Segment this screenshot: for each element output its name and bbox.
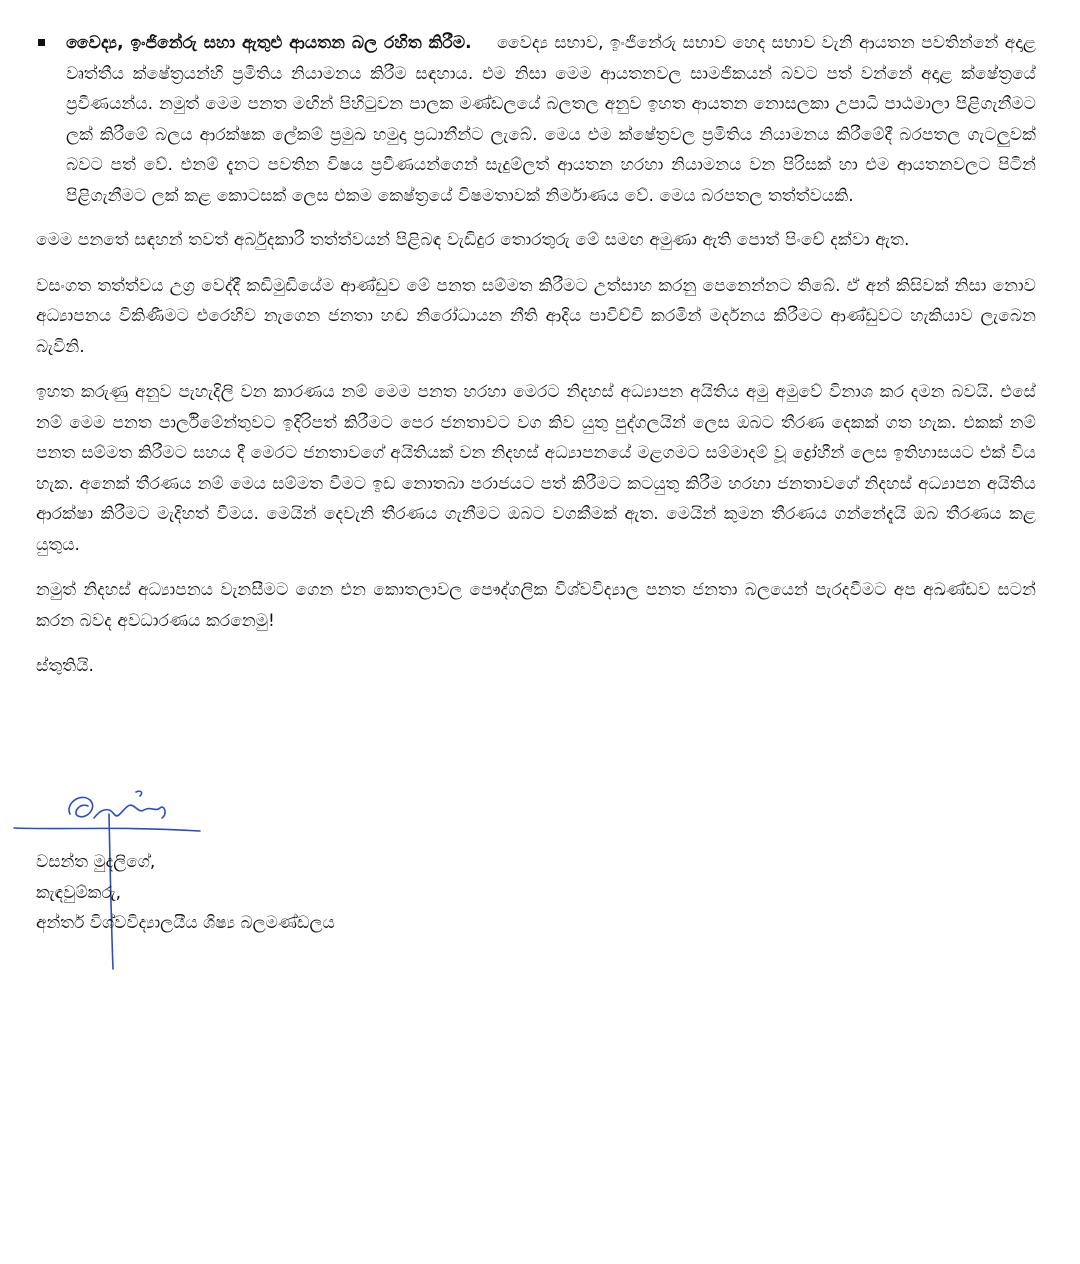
signature-loop-stroke [69,797,93,816]
square-bullet-icon [38,39,45,46]
signature-dot-stroke [136,791,142,796]
closing-thanks: ස්තුතියි. [36,656,94,676]
paragraph-struggle: නමුත් නිදහස් අධ්‍යාපනය වැනසීමට ගෙන එන කොතලාවල පෞද්ගලික විශ්වවිද්‍යාල පනත ජනතා බලයෙන් පැරදවීමට අප අඛණ්ඩව සටන් කරන බවද අවධාරණය කරනෙමු! [36,580,1036,631]
signature-block [36,847,335,939]
paragraph-booklet: මෙම පනතේ සඳහන් තවත් අර්බුදකාරී තත්ත්වයන් පිළිබඳ වැඩිදුර තොරතුරු මේ සමඟ අමුණා ඇති පොත් පිංචේ දක්වා ඇත. [36,230,910,250]
bullet-text: වෛද්‍ය සභාව, ඉංජිනේරු සභාව හෙද සභාව වැනි ආයතන පවතින්නේ අදාළ වෘත්තීය ක්ෂේත්‍රයන්හි ප්‍රමිතිය නියාමනය කිරීම සඳහාය. එම නිසා මෙම ආයතනවල සාමජිකයන් බවට පත් වන්නේ අදාළ ක්ෂේත්‍රයේ ප්‍රවීණයන්ය. නමුත් මෙම පනත මඟින් පිහිටුවන පාලක මණ්ඩලයේ බලතල අනුව ඉහත ආයතන නොසලකා උපාධි පාඨමාලා පිළිගැනීමට ලක් කිරීමේ බලය ආරක්ෂක ලේකම් ප්‍රමුඛ හමුදා ප්‍රධානීන්ට ලැබේ. මෙය එම ක්ෂේත්‍රවල ප්‍රමිතිය නියාමනය කිරීමේදී බරපතල ගැටලුවක් බවට පත් වේ. එනම් දැනට පවතින විෂය ප්‍රවීණයන්ගෙන් සැදුම්ලත් ආයතන හරහා නියාමනය වන පිරිසක් හා එම ආයතනවලට පිටින් පිළිගැනීමට ලක් කළ කොටසක් ලෙස එකම කෙෂ්ත්‍රයේ විෂමතාවක් නිර්මාණය වේ. මෙය බරපතල තත්ත්වයකි. [66,33,1036,206]
letter-body [36,28,1036,682]
bullet-heading: වෛද්‍ය, ඉංජිනේරු සහා ඇතුළු ආයතන බල රහිත කිරීම. [66,33,472,53]
signatory-organization: අන්තර් විශ්වවිද්‍යාලයීය ශිෂ්‍ය බලමණ්ඩලය [36,913,335,933]
signatory-name: වසන්ත මුදලිගේ, [36,852,156,872]
signature-underline-stroke [14,828,200,831]
signature-flourish-stroke [94,805,165,818]
paragraph-decision: ඉහත කරුණු අනුව පැහැදිලි වන කාරණය නම් මෙම පනත හරහා මෙරට නිදහස් අධ්‍යාපන අයිතිය අමු අමුවේ විනාශ කර දමන බවයි. එසේ නම් මෙම පනත පාර්ලිමේන්තුවට ඉදිරිපත් කිරීමට පෙර ජනතාවට වග කිව යුතු පුද්ගලයින් ලෙස ඔබට තීරණ දෙකක් ගත හැක. එකක් නම් පනත සම්මත කිරීමට සහය දී මෙරට ජනතාවගේ අයිතියක් වන නිදහස් අධ්‍යාපනයේ මළගමට සම්මාදම් වූ ද්‍රෝහීන් ලෙස ඉතිහාසයට එක් විය හැක. අනෙක් තීරණය නම් මෙය සම්මත වීමට ඉඩ නොතබා පරාජයට පත් කිරීමට කටයුතු කිරීම හරහා ජනතාවගේ නිදහස් අධ්‍යාපන අයිතිය ආරක්ෂා කිරීමට මැදිහත් වීමය. මෙයින් දෙවැනි තීරණය ගැනීමට ඔබට වගකීමක් ඇත. මෙයින් කුමන තීරණය ගන්නේදැයි ඔබ තීරණය කළ යුතුය. [36,382,1036,555]
bullet-item [36,28,1036,211]
signatory-role: කැඳවුම්කරු, [36,882,122,903]
paragraph-pandemic: වසංගත තත්ත්වය උග්‍ර වෙද්දී කඩිමුඩියේම ආණ්ඩුව මේ පනත සම්මත කිරීමට උත්සාහ කරනු පෙනෙන්නට තිබේ. ඒ අන් කිසිවක් නිසා නොව අධ්‍යාපනය විකිණීමට එරෙහිව නැගෙන ජනතා හඬ නිරෝධායන නීති ආදිය පාවිච්චි කරමින් මර්දනය කිරීමට ආණ්ඩුවට හැකියාව ලැබෙන බැවිනි. [36,275,1036,357]
bullet-spacer [478,33,491,53]
